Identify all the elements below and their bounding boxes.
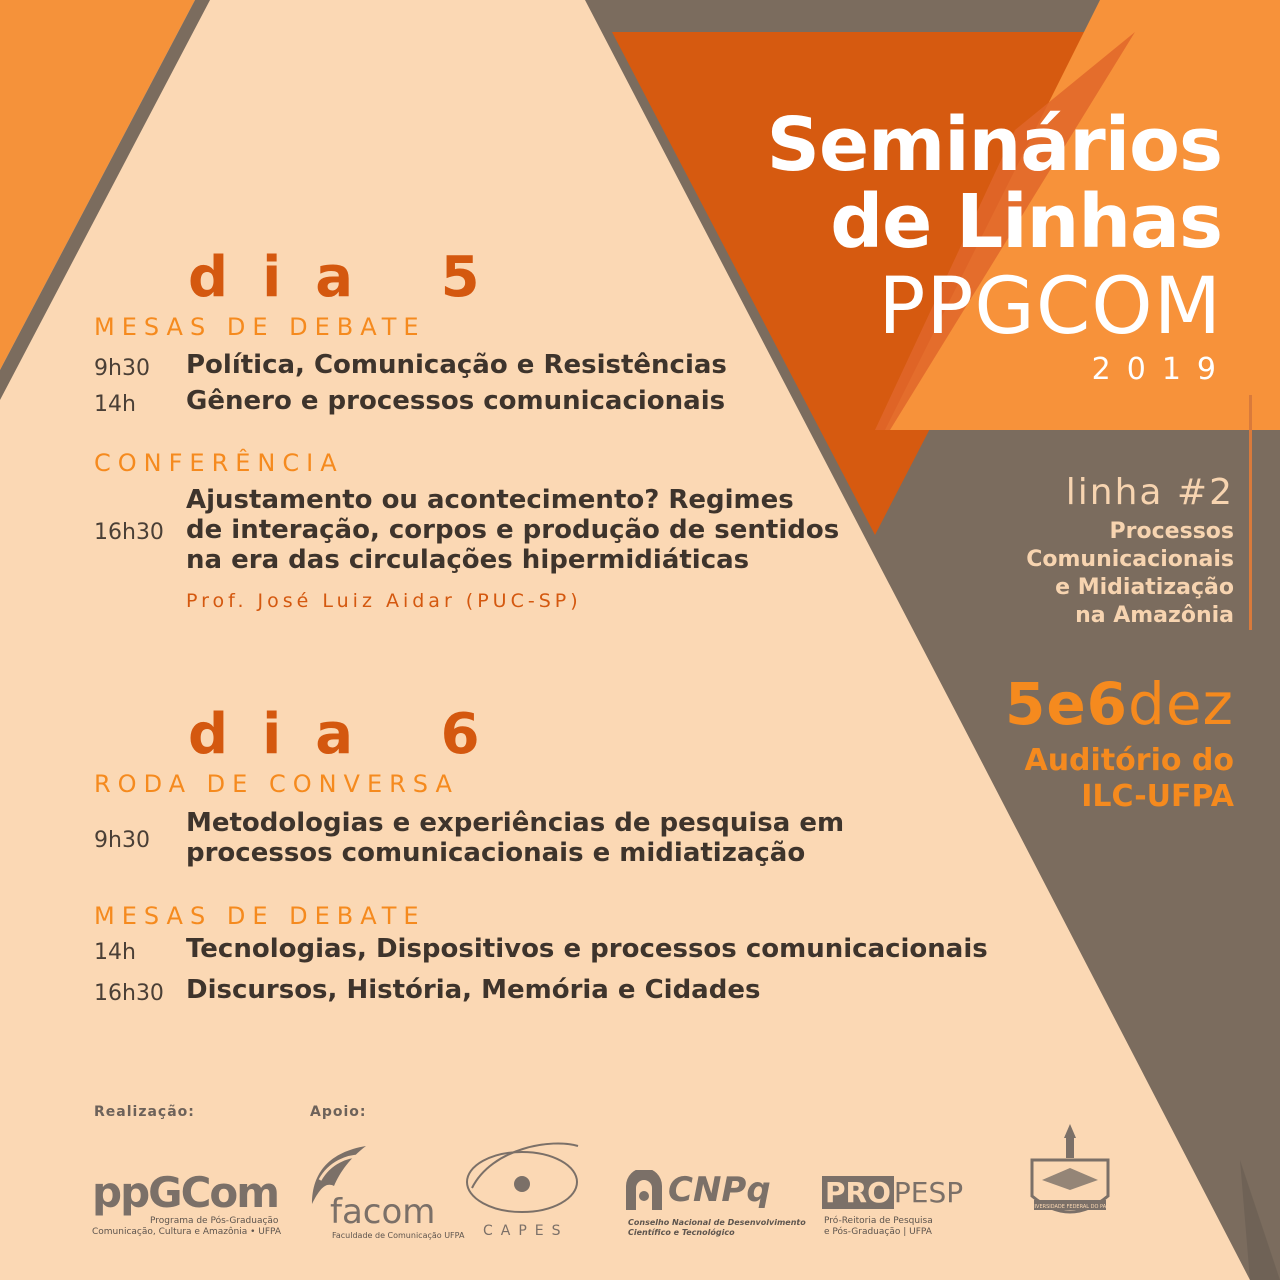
day6-roda-label: RODA DE CONVERSA (94, 770, 459, 798)
capes-emblem-icon (462, 1138, 582, 1218)
day6-mesa1-title: Tecnologias, Dispositivos e processos comunicacionais (186, 934, 988, 964)
ppgcom-sub-2: Comunicação, Cultura e Amazônia • UFPA (92, 1227, 282, 1237)
ppgcom-logo: ppGCom (92, 1168, 279, 1217)
day6-roda-time: 9h30 (94, 828, 150, 853)
day5-mesas-label: MESAS DE DEBATE (94, 313, 426, 341)
apoio-label: Apoio: (310, 1104, 367, 1120)
cnpq-emblem-icon (622, 1170, 668, 1214)
title-line-1: Seminários (766, 102, 1222, 188)
conf-line-3: na era das circulações hipermidiáticas (186, 545, 750, 575)
event-date-days: 5e6 (1004, 670, 1129, 738)
cnpq-sub-2: Científico e Tecnológico (628, 1228, 735, 1237)
ppgcom-sub-1: Programa de Pós-Graduação (150, 1216, 279, 1226)
day6-title: dia 6 (188, 702, 514, 767)
day6-mesa1-time: 14h (94, 940, 136, 965)
facom-logo: facom (330, 1192, 436, 1232)
line-number: linha #2 (1065, 472, 1234, 513)
propesp-sub-2: e Pós-Graduação | UFPA (824, 1227, 932, 1237)
propesp-sub-1: Pró-Reitoria de Pesquisa (824, 1216, 933, 1226)
line-desc-2: Comunicacionais (1026, 547, 1234, 572)
day6-roda-title (186, 808, 844, 868)
cnpq-logo: CNPq (668, 1170, 771, 1210)
vertical-rule (1249, 395, 1252, 630)
line-description (1026, 518, 1234, 630)
day5-title: dia 5 (188, 245, 514, 310)
conf-line-1: Ajustamento ou acontecimento? Regimes (186, 485, 794, 515)
day5-conf-label: CONFERÊNCIA (94, 449, 344, 477)
day5-mesa2-title: Gênero e processos comunicacionais (186, 386, 726, 416)
title-line-3: PPGCOM (878, 262, 1222, 352)
title-year: 2019 (1091, 352, 1232, 387)
day5-conf-time: 16h30 (94, 520, 164, 545)
line-desc-4: na Amazônia (1075, 603, 1234, 628)
realizacao-label: Realização: (94, 1104, 195, 1120)
event-venue (1024, 743, 1234, 815)
roda-line-2: processos comunicacionais e midiatização (186, 838, 806, 868)
propesp-logo (822, 1176, 963, 1209)
day5-mesa1-title: Política, Comunicação e Resistências (186, 350, 727, 380)
propesp-pesp: PESP (893, 1176, 964, 1209)
venue-line-1: Auditório do (1024, 743, 1234, 778)
day5-mesa1-time: 9h30 (94, 356, 150, 381)
day6-mesa2-time: 16h30 (94, 981, 164, 1006)
event-date-month: dez (1128, 670, 1234, 738)
cnpq-sub-1: Conselho Nacional de Desenvolvimento (628, 1218, 806, 1227)
propesp-pro: PRO (822, 1176, 894, 1209)
ufpa-seal-icon (1020, 1120, 1120, 1232)
venue-line-2: ILC-UFPA (1081, 779, 1234, 814)
capes-logo: CAPES (483, 1223, 569, 1239)
line-desc-3: e Midiatização (1055, 575, 1234, 600)
day5-conf-title (186, 485, 839, 575)
day5-conf-speaker: Prof. José Luiz Aidar (PUC-SP) (186, 590, 582, 612)
day6-mesas-label: MESAS DE DEBATE (94, 902, 426, 930)
line-desc-1: Processos (1109, 519, 1234, 544)
day6-mesa2-title: Discursos, História, Memória e Cidades (186, 975, 761, 1005)
facom-sub: Faculdade de Comunicação UFPA (332, 1231, 465, 1240)
conf-line-2: de interação, corpos e produção de sentidos (186, 515, 840, 545)
event-date (1005, 670, 1234, 738)
roda-line-1: Metodologias e experiências de pesquisa em (186, 808, 845, 838)
title-line-2: de Linhas (830, 179, 1222, 265)
day5-mesa2-time: 14h (94, 392, 136, 417)
ufpa-seal-text: UNIVERSIDADE FEDERAL DO PARÁ (1027, 1204, 1113, 1210)
